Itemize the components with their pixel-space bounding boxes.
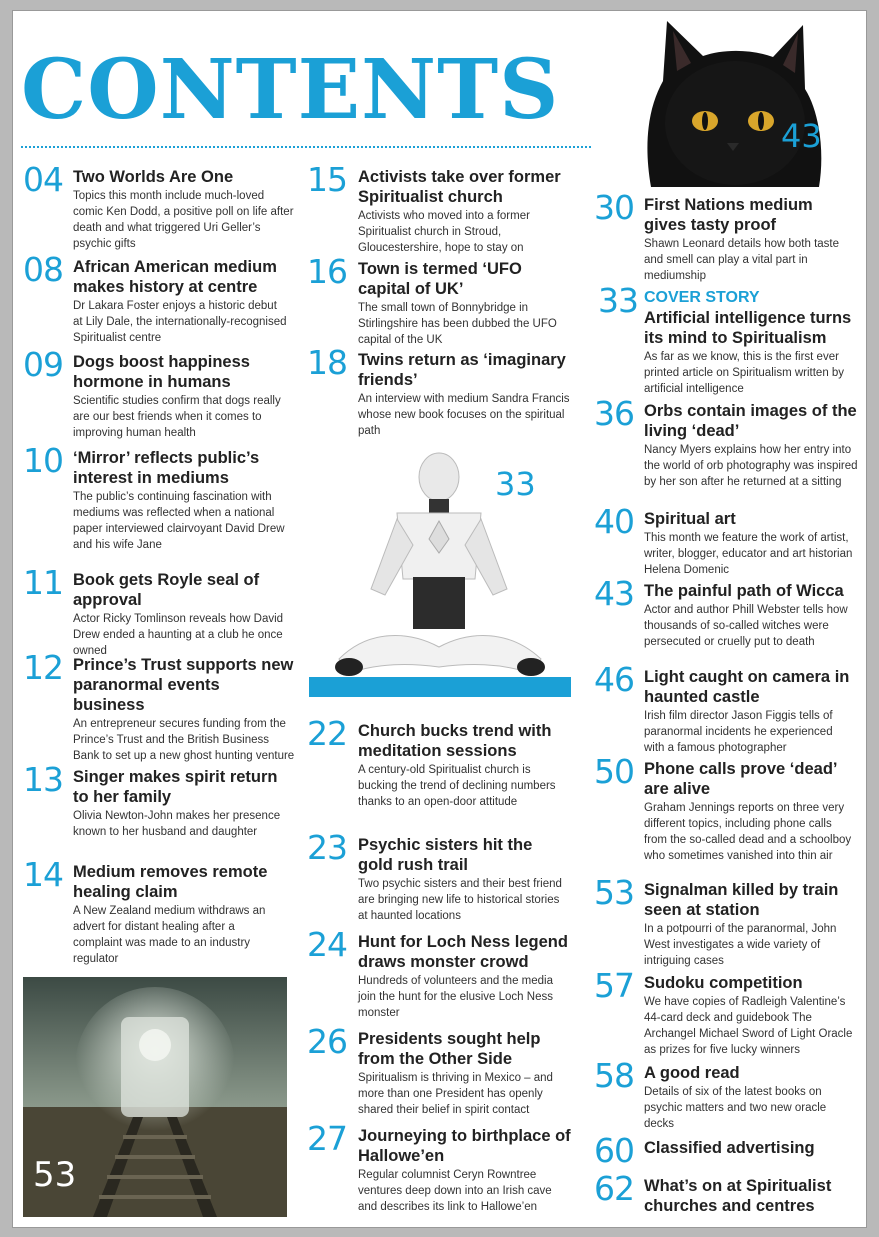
- entry-description: A century-old Spiritualist church is bucking the trend of declining numbers thanks to an open-door attitude: [358, 764, 556, 808]
- entry-headline: Signalman killed by train seen at station: [644, 881, 839, 919]
- entry-description: Activists who moved into a former Spiritualist church in Stroud, Gloucestershire, hope to stay on: [358, 210, 530, 254]
- entry-headline: The painful path of Wicca: [644, 582, 844, 600]
- entry-headline: ‘Mirror’ reflects public’s interest in mediums: [73, 449, 260, 487]
- page-number: 60: [594, 1131, 634, 1170]
- page-number: 04: [23, 160, 63, 199]
- robot-image-page-number: 33: [495, 465, 536, 503]
- page-number: 26: [307, 1022, 347, 1061]
- entry-description: Regular columnist Ceryn Rowntree ventures deep down into an Irish cave and describes its link to Hallowe’en: [358, 1169, 552, 1213]
- entry-headline: Spiritual art: [644, 510, 736, 528]
- entry-description: Details of six of the latest books on psychic matters and two new oracle decks: [644, 1086, 827, 1130]
- entry-description: An interview with medium Sandra Francis whose new book focuses on the spiritual path: [358, 393, 570, 437]
- page-number: 13: [23, 760, 63, 799]
- entry-headline: Town is termed ‘UFO capital of UK’: [358, 260, 522, 298]
- entry-description: Olivia Newton-John makes her presence known to her husband and daughter: [73, 810, 281, 838]
- entry-description: Hundreds of volunteers and the media join the hunt for the elusive Loch Ness monster: [358, 975, 553, 1019]
- entry-headline: Medium removes remote healing claim: [73, 863, 268, 901]
- entry-headline: Artificial intelligence turns its mind to Spiritualism: [644, 309, 852, 347]
- entry-description: Shawn Leonard details how both taste and smell can play a vital part in mediumship: [644, 238, 839, 282]
- entry-description: An entrepreneur secures funding from the Prince’s Trust and the British Business Bank to set up a new ghost hunting venture: [73, 718, 295, 762]
- page-number: 11: [23, 563, 63, 602]
- page-number: 08: [23, 250, 63, 289]
- page-number: 12: [23, 648, 63, 687]
- entry-headline: Church bucks trend with meditation sessions: [358, 722, 552, 760]
- entry-description: The small town of Bonnybridge in Stirlingshire has been dubbed the UFO capital of the UK: [358, 302, 557, 346]
- entry-headline: Dogs boost happiness hormone in humans: [73, 353, 250, 391]
- entry-headline: Book gets Royle seal of approval: [73, 571, 260, 609]
- entry-description: This month we feature the work of artist, writer, blogger, educator and art historian Helena Domenic: [644, 532, 853, 576]
- black-cat-image: [633, 11, 851, 187]
- entry-description: Actor and author Phill Webster tells how thousands of so-called witches were persecuted or cruelly put to death: [644, 604, 848, 648]
- contents-page: [12, 10, 867, 1228]
- page-number: 57: [594, 966, 634, 1005]
- train-image-page-number: 53: [33, 1155, 77, 1195]
- entry-description: Dr Lakara Foster enjoys a historic debut at Lily Dale, the internationally-recognised Spiritualist centre: [73, 300, 287, 344]
- entry-description: As far as we know, this is the first ever printed article on Spiritualism written by artificial intelligence: [644, 351, 845, 395]
- page-number: 27: [307, 1119, 347, 1158]
- page-number: 50: [594, 752, 634, 791]
- entry-description: Topics this month include much-loved comic Ken Dodd, a positive poll on life after death and what triggered Uri Geller’s psychic gifts: [73, 190, 294, 250]
- entry-headline: Prince’s Trust supports new paranormal events business: [73, 656, 294, 714]
- page-number: 62: [594, 1169, 634, 1208]
- cat-image-page-number: 43: [781, 117, 822, 155]
- page-number: 18: [307, 343, 347, 382]
- entry-description: Actor Ricky Tomlinson reveals how David Drew ended a haunting at a club he once owned: [73, 613, 284, 657]
- dotted-divider: [21, 146, 591, 148]
- page-number: 16: [307, 252, 347, 291]
- page-number: 23: [307, 828, 347, 867]
- page-number: 33: [598, 281, 638, 320]
- entry-headline: Psychic sisters hit the gold rush trail: [358, 836, 533, 874]
- page-number: 53: [594, 873, 634, 912]
- entry-description: Graham Jennings reports on three very different topics, including phone calls from the so-called dead and a schoolboy who sometimes vanished into thin air: [644, 802, 852, 862]
- entry-headline: Light caught on camera in haunted castle: [644, 668, 850, 706]
- entry-headline: First Nations medium gives tasty proof: [644, 196, 813, 234]
- page-number: 09: [23, 345, 63, 384]
- entry-headline: A good read: [644, 1064, 740, 1082]
- page-title: CONTENTS: [21, 42, 560, 138]
- page-number: 40: [594, 502, 634, 541]
- entry-description: Two psychic sisters and their best friend are bringing new life to historical stories at haunted locations: [358, 878, 562, 922]
- page-number: 58: [594, 1056, 634, 1095]
- entry-headline: Two Worlds Are One: [73, 168, 234, 186]
- entry-headline: Activists take over former Spiritualist church: [358, 168, 561, 206]
- page-number: 43: [594, 574, 634, 613]
- entry-headline: Hunt for Loch Ness legend draws monster crowd: [358, 933, 568, 971]
- entry-headline: Presidents sought help from the Other Side: [358, 1030, 541, 1068]
- page-number: 46: [594, 660, 634, 699]
- entry-description: Scientific studies confirm that dogs really are our best friends when it comes to improving human health: [73, 395, 281, 439]
- entry-description: We have copies of Radleigh Valentine’s 44-card deck and guidebook The Archangel Michael Sword of Light Oracle as prizes for five lucky winners: [644, 996, 853, 1056]
- page-number: 30: [594, 188, 634, 227]
- page-number: 10: [23, 441, 63, 480]
- entry-description: The public’s continuing fascination with mediums was reflected when a national paper interviewed clairvoyant David Drew and his wife Jane: [73, 491, 285, 551]
- entry-headline: Journeying to birthplace of Hallowe’en: [358, 1127, 571, 1165]
- page-number: 15: [307, 160, 347, 199]
- entry-headline: Singer makes spirit return to her family: [73, 768, 278, 806]
- page-number: 36: [594, 394, 634, 433]
- entry-headline: Classified advertising: [644, 1139, 815, 1157]
- cover-story-kicker: COVER STORY: [644, 289, 760, 306]
- page-number: 14: [23, 855, 63, 894]
- entry-description: Nancy Myers explains how her entry into the world of orb photography was inspired by her son after he returned at a sitting: [644, 444, 858, 488]
- entry-headline: Phone calls prove ‘dead’ are alive: [644, 760, 837, 798]
- entry-description: Spiritualism is thriving in Mexico – and more than one President has openly shared their belief in spirit contact: [358, 1072, 553, 1116]
- entry-headline: Twins return as ‘imaginary friends’: [358, 351, 566, 389]
- entry-headline: Sudoku competition: [644, 974, 803, 992]
- entry-description: In a potpourri of the paranormal, John West investigates a wide variety of intriguing cases: [644, 923, 837, 967]
- entry-headline: Orbs contain images of the living ‘dead’: [644, 402, 857, 440]
- entry-headline: What’s on at Spiritualist churches and centres: [644, 1177, 832, 1215]
- entry-description: Irish film director Jason Figgis tells of paranormal incidents he experienced with a famous photographer: [644, 710, 833, 754]
- page-number: 22: [307, 714, 347, 753]
- entry-description: A New Zealand medium withdraws an advert for distant healing after a complaint was made to an industry regulator: [73, 905, 266, 965]
- entry-headline: African American medium makes history at centre: [73, 258, 277, 296]
- page-number: 24: [307, 925, 347, 964]
